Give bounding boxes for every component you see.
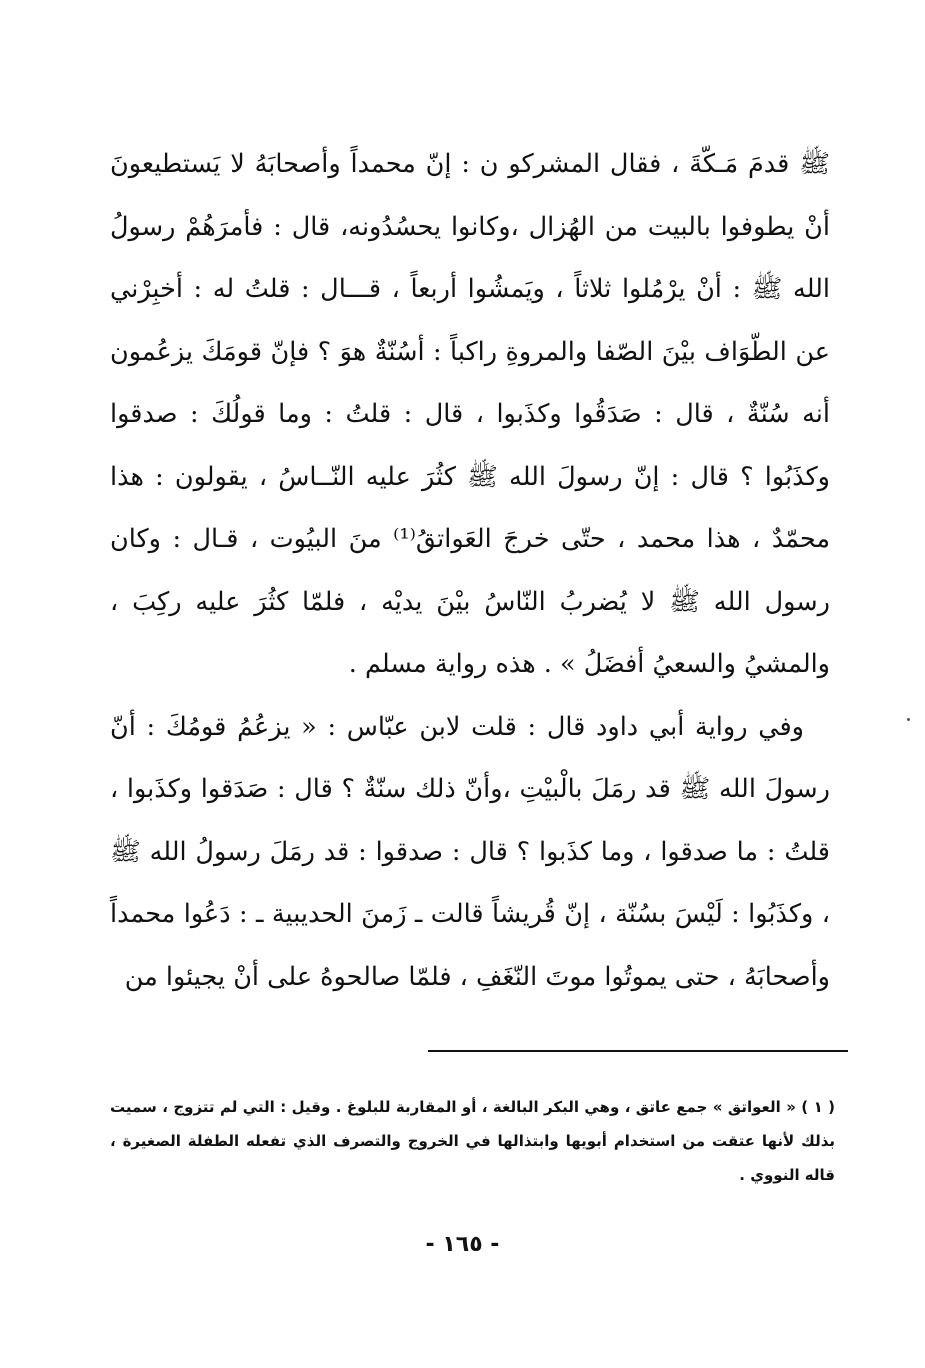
footnote: ( ١ ) « العواتق » جمع عاتق ، وهي البكر البالغة ، أو المقاربة للبلوغ . وقيل : التي لم تتزوج ، سميت بذلك لأنها عتقت من استخدام أبويها وابتذالها في الخروج والتصرف الذي تفعله الطفلة الصغيرة ، قاله النووي . (110, 1098, 835, 1184)
paragraph-2: وفي رواية أبي داود قال : قلت لابن عبّاس : « يزعُمُ قومُكَ : أنّ رسولَ الله ﷺ قد رمَلَ بالْبيْتِ ،وأنّ ذلك سنّةٌ ؟ قال : صَدَقوا وكذَبوا ، قلتُ : ما صدقوا ، وما كذَبوا ؟ قال : صدقوا : قد رمَلَ رسولُ الله ﷺ ، وكذَبُوا : لَيْسَ بسُنّة ، إنّ قُريشاً قالت ـ زَمنَ الحديبية ـ : دَعُوا محمداً وأصحابَهُ ، حتى يموتُوا موتَ النّغَفِ ، فلمّا صالحوهُ على أنْ يجيئوا من (110, 711, 830, 992)
scan-speck (907, 718, 910, 721)
paragraph-1: ﷺ قدمَ مَـكّةَ ، فقال المشركو ن : إنّ محمداً وأصحابَهُ لا يَستطيعونَ أنْ يطوفوا بالبيت من الهُزال ،وكانوا يحسُدُونه، قال : فأمرَهُمْ رسولُ الله ﷺ : أنْ يرْمُلوا ثلاثاً ، ويَمشُوا أربعاً ، قـــال : قلتُ له : أخبِرْني عن الطّوَاف بيْنَ الصّفا والمروةِ راكباً : أسُنّةٌ هوَ ؟ فإنّ قومَكَ يزعُمون أنه سُنّةٌ ، قال : صَدَقُوا وكذَبوا ، قال : قلتُ : وما قولُكَ : صدقوا وكذَبُوا ؟ قال : إنّ رسولَ الله ﷺ كثُرَ عليه النّــاسُ ، يقولون : هذا محمّدٌ ، هذا محمد ، حتّى خرجَ العَواتقُ⁽¹⁾ منَ البيُوت ، قـال : وكان رسول الله ﷺ لا يُضربُ النّاسُ بيْنَ يديْه ، فلمّا كثُرَ عليه ركِبَ ، والمشيُ والسعيُ أفضَلُ » . هذه رواية مسلم . (110, 149, 830, 679)
page-number: - ١٦٥ - (425, 1232, 500, 1257)
footnote-divider (428, 1050, 848, 1052)
main-text (110, 133, 830, 1008)
